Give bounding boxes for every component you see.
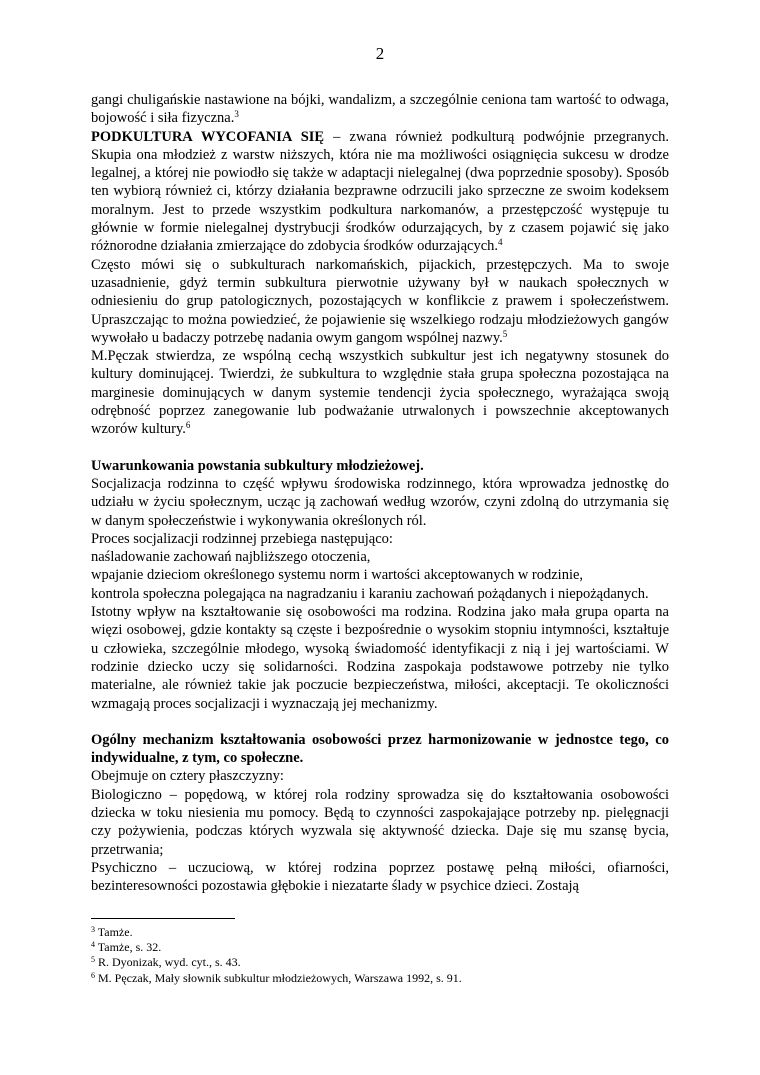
footnote-ref[interactable]: 3 [234, 109, 239, 120]
paragraph: Psychiczno – uczuciową, w której rodzina poprzez postawę pełną miłości, ofiarności, bezinteresowności pozostawia głębokie i niezatarte ślady w psychice dzieci. Zostają [91, 859, 669, 895]
paragraph: PODKULTURA WYCOFANIA SIĘ – zwana również podkulturą podwójnie przegranych. Skupia ona młodzież z warstw niższych, która nie ma możliwości osiągnięcia sukcesu w drodze legalnej, a której nie powiodło się także w adaptacji nielegalnej (dwa poprzednie sposoby). Sposób ten wybiorą również ci, którzy działania bezprawne odrzucili jako sprzeczne ze swoim kodeksem moralnym. Jest to przede wszystkim podkultura narkomanów, a przestępczość występuje tu głównie w formie nielegalnej dystrybucji środków odurzających, by z czasem pojawić się jako różnorodne działania zmierzające do zdobycia środków odurzających.$^4$ [91, 128, 670, 255]
paragraph: Często mówi się o subkulturach narkomańskich, pijackich, przestępczych. Ma to swoje uzasadnienie, gdyż termin subkultura pierwotnie używany był w naukach społecznych w odniesieniu do grup patologicznych, pozostających w konflikcie z prawem i społeczeństwem. Upraszczając to można powiedzieć, że pojawienie się wszelkiego rodzaju młodzieżowych gangów wywołało u badaczy potrzebę nadania owym gangom wspólnej nazwy.$^5$ [91, 256, 669, 346]
list-item: kontrola społeczna polegająca na nagradzaniu i karaniu zachowań pożądanych i niepożądanych. [91, 585, 649, 602]
paragraph: Proces socjalizacji rodzinnej przebiega następująco: [91, 530, 393, 547]
page-number: 2 [375, 44, 385, 63]
paragraph: gangi chuligańskie nastawione na bójki, wandalizm, a szczególnie ceniona tam wartość to odwaga, bojowość i siła fizyczna.$^3$ [91, 92, 669, 127]
footnote-ref[interactable]: 6 [185, 420, 191, 431]
footnote: $^3$ Tamże. [91, 925, 133, 939]
footnote-ref[interactable]: 4 [498, 237, 503, 248]
paragraph: Socjalizacja rodzinna to część wpływu środowiska rodzinnego, która wprowadza jednostkę do udziału w życiu społecznym, ucząc ją zachowań według wzorów, czyni zdolną do utrzymania się w danym społeczeństwie i wykonywania określonych ról. [91, 475, 669, 529]
body-text [91, 91, 669, 895]
footnote-ref[interactable]: 5 [502, 328, 508, 339]
section-heading: Uwarunkowania powstania subkultury młodzieżowej. [91, 457, 424, 474]
paragraph: Istotny wpływ na kształtowanie się osobowości ma rodzina. Rodzina jako mała grupa oparta na więzi osobowej, gdzie kontakty są częste i bezpośrednie o wysokim stopniu intymności, kształtuje u człowieka, szczególnie młodego, wysoką świadomość identyfikacji z nią i jej wartościami. W rodzinie dziecko uczy się solidarności. Rodzina zaspokaja podstawowe potrzeby nie tylko materialne, ale również takie jak poczucie bezpieczeństwa, miłości, akceptacji. Te okoliczności wzmagają proces socjalizacji i wyznaczają jej mechanizmy. [91, 604, 669, 712]
section-heading: Ogólny mechanizm kształtowania osobowości przez harmonizowanie w jednostce tego, co indywidualne, z tym, co społeczne. [91, 731, 669, 767]
list-item: wpajanie dzieciom określonego systemu norm i wartości akceptowanych w rodzinie, [91, 567, 584, 584]
footnote: $^6$ M. Pęczak, Mały słownik subkultur młodzieżowych, Warszawa 1992, s. 91. [91, 970, 462, 985]
footnotes [91, 925, 669, 986]
paragraph: Biologiczno – popędową, w której rola rodziny sprowadza się do kształtowania osobowości dziecka w toku niesienia mu pomocy. Będą to czynności zaspokajające potrzeby np. pielęgnacji czy pożywienia, podczas których wyzwala się aktywność dziecka. Daje się mu szansę bycia, przetrwania; [91, 786, 669, 858]
inline-heading: PODKULTURA WYCOFANIA SIĘ [91, 128, 325, 145]
list-item: naśladowanie zachowań najbliższego otoczenia, [91, 549, 371, 566]
paragraph: M.Pęczak stwierdza, ze wspólną cechą wszystkich subkultur jest ich negatywny stosunek do kultury dominującej. Twierdzi, że subkultura to względnie stała grupa społeczna pozostająca na marginesie dominujących w danym systemie tendencji życia społecznego, wyrażająca swoją odrębność poprzez zanegowanie lub podważanie utrwalonych i powszechnie akceptowanych wzorów kultury.$^6$ [91, 348, 669, 438]
footnote-separator [91, 918, 235, 919]
footnote: $^5$ R. Dyonizak, wyd. cyt., s. 43. [91, 955, 241, 970]
footnote: $^4$ Tamże, s. 32. [91, 940, 162, 955]
paragraph: Obejmuje on cztery płaszczyzny: [91, 768, 284, 785]
